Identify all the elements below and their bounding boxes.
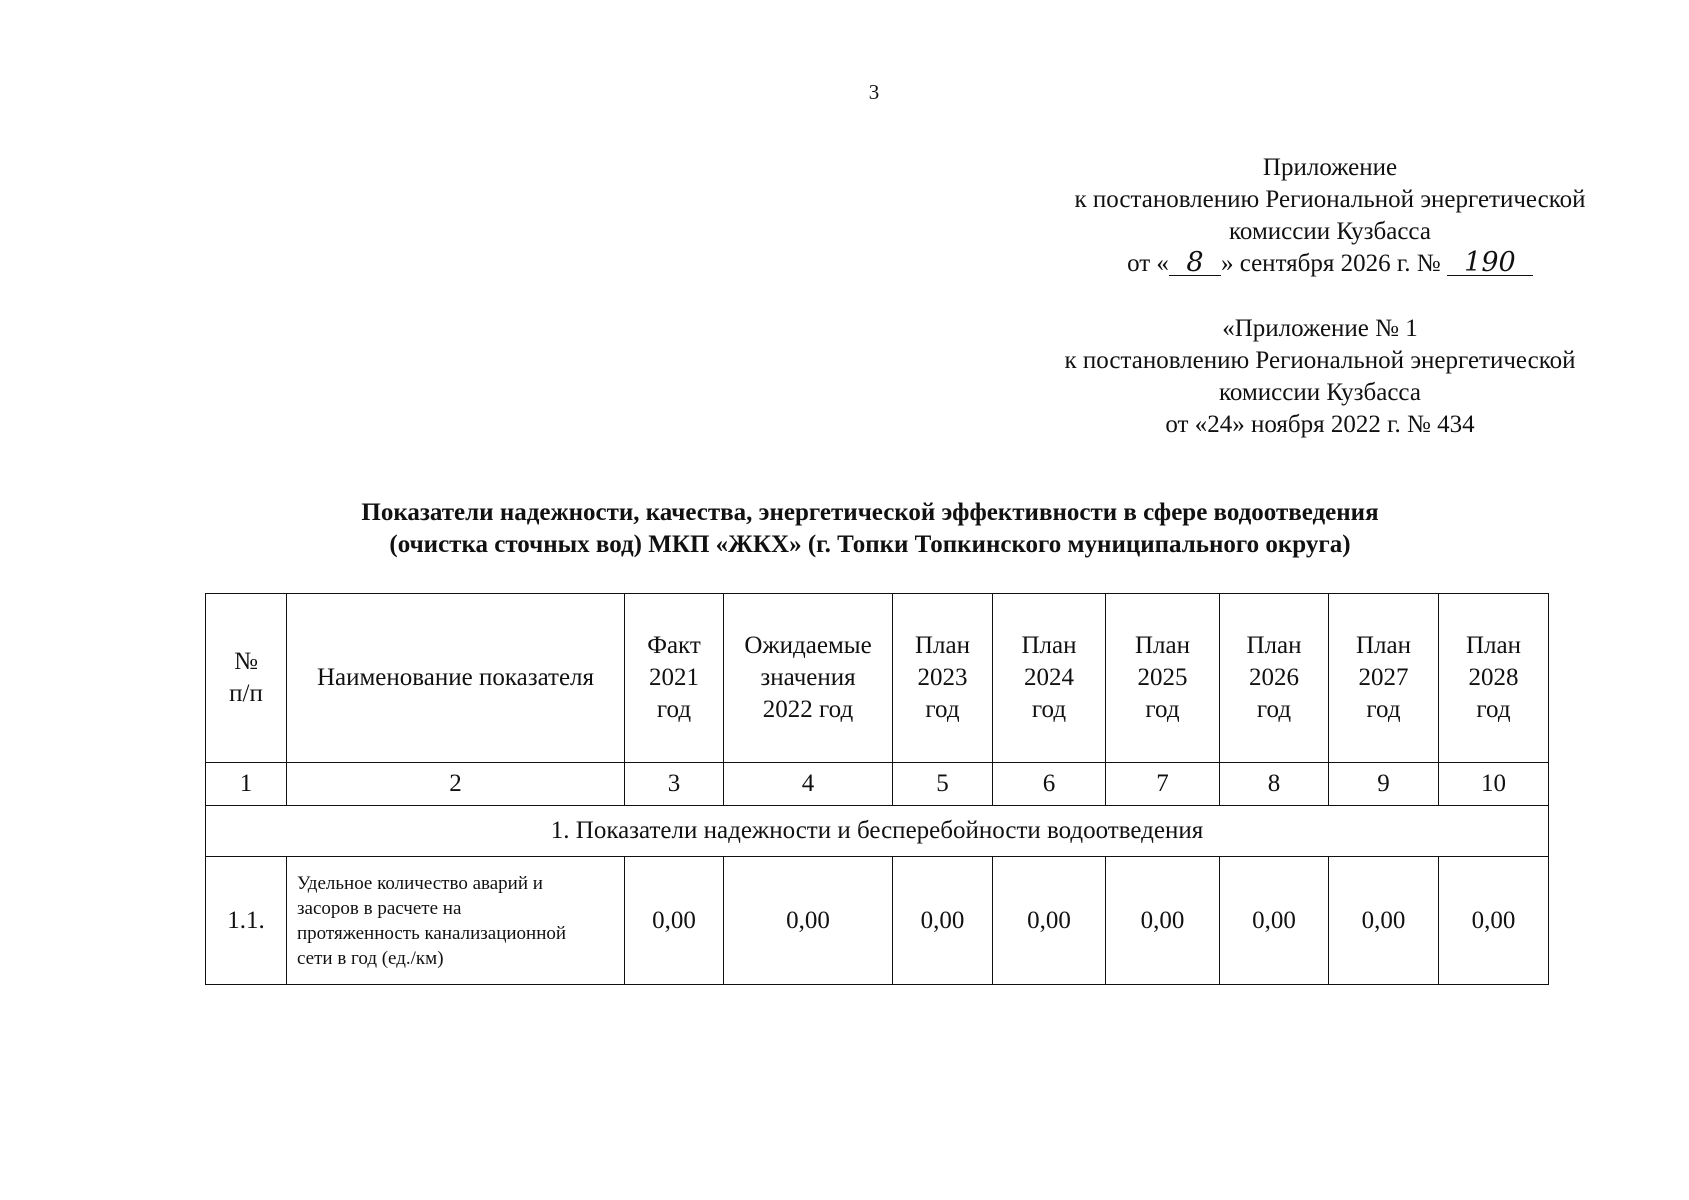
document-title [240, 497, 1500, 561]
original-resolution-line: к постановлению Региональной энергетической [1064, 347, 1576, 374]
appendix-date-line [1030, 248, 1630, 280]
value-cell: 0,00 [993, 857, 1106, 985]
value-cell: 0,00 [1329, 857, 1439, 985]
original-appendix-title: «Приложение № 1 [1222, 315, 1418, 342]
value-cell: 0,00 [1106, 857, 1220, 985]
column-number: 7 [1106, 763, 1220, 806]
header-cell: Наименование показателя [287, 594, 625, 763]
column-number: 8 [1220, 763, 1329, 806]
original-commission-line: комиссии Кузбасса [1219, 379, 1421, 406]
header-cell: Факт 2021 год [625, 594, 724, 763]
header-row [206, 594, 1549, 763]
header-cell: № п/п [206, 594, 287, 763]
column-number: 4 [724, 763, 893, 806]
value-cell: 0,00 [625, 857, 724, 985]
appendix-header [1030, 152, 1630, 280]
column-number: 3 [625, 763, 724, 806]
appendix-title: Приложение [1262, 154, 1398, 181]
column-number: 10 [1439, 763, 1549, 806]
column-number-row [206, 763, 1549, 806]
column-number: 5 [893, 763, 993, 806]
original-appendix-header [1030, 313, 1610, 441]
indicator-name: Удельное количество аварий и засоров в расчете на протяженность канализационной сети в год (ед./км) [287, 857, 625, 985]
table-row [206, 857, 1549, 985]
value-cell: 0,00 [724, 857, 893, 985]
value-cell: 0,00 [1439, 857, 1549, 985]
appendix-resolution-line: к постановлению Региональной энергетической [1074, 186, 1586, 213]
handwritten-day: 8 [1169, 251, 1221, 276]
page-number: 3 [868, 80, 880, 104]
section-heading: 1. Показатели надежности и бесперебойности водоотведения [206, 806, 1549, 857]
column-number: 9 [1329, 763, 1439, 806]
column-number: 6 [993, 763, 1106, 806]
appendix-commission-line: комиссии Кузбасса [1229, 218, 1431, 245]
handwritten-number: 190 [1447, 251, 1533, 276]
value-cell: 0,00 [893, 857, 993, 985]
title-line-1: Показатели надежности, качества, энергетической эффективности в сфере водоотведения [361, 499, 1379, 526]
header-cell: План 2024 год [993, 594, 1106, 763]
value-cell: 0,00 [1220, 857, 1329, 985]
header-cell: План 2025 год [1106, 594, 1220, 763]
section-row [206, 806, 1549, 857]
header-cell: План 2027 год [1329, 594, 1439, 763]
header-cell: План 2026 год [1220, 594, 1329, 763]
header-cell: Ожидаемые значения 2022 год [724, 594, 893, 763]
original-date-line: от «24» ноября 2022 г. № 434 [1165, 411, 1475, 438]
header-cell: План 2028 год [1439, 594, 1549, 763]
column-number: 2 [287, 763, 625, 806]
date-suffix: » сентября 2026 г. № [1220, 250, 1441, 277]
row-number: 1.1. [206, 857, 287, 985]
date-prefix: от « [1127, 250, 1169, 277]
column-number: 1 [206, 763, 287, 806]
title-line-2: (очистка сточных вод) МКП «ЖКХ» (г. Топки Топкинского муниципального округа) [389, 531, 1351, 558]
indicators-table [205, 593, 1549, 985]
header-cell: План 2023 год [893, 594, 993, 763]
